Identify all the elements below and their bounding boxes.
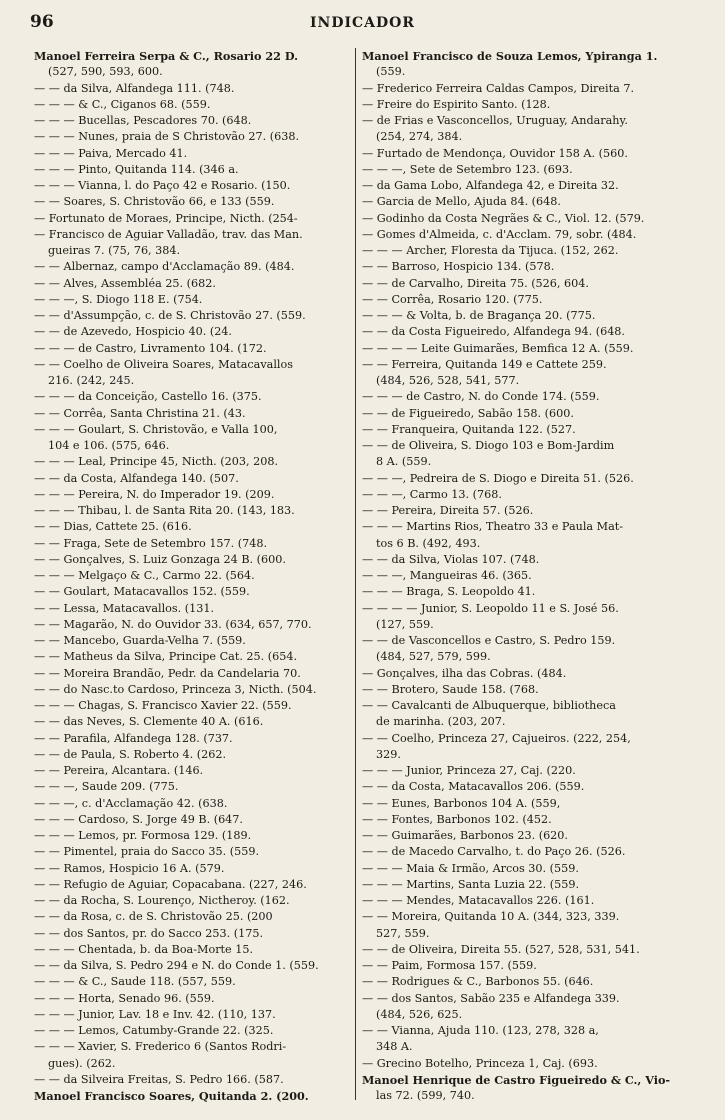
directory-line: — — do Nasc.to Cardoso, Princeza 3, Nicth. (504. — [34, 682, 317, 696]
directory-line: — — Paim, Formosa 157. (559. — [362, 959, 537, 972]
directory-line: — — Coelho, Princeza 27, Cajueiros. (222, 254, — [362, 731, 631, 745]
directory-line: — — — & C., Saude 118. (557, 559. — [34, 975, 236, 989]
directory-line: — — Guimarães, Barbonos 23. (620. — [362, 829, 568, 842]
directory-line: — — — — Leite Guimarães, Bemfica 12 A. (559. — [362, 341, 634, 355]
directory-line: — da Gama Lobo, Alfandega 42, e Direita 32. — [362, 179, 619, 192]
directory-line: — — Matheus da Silva, Principe Cat. 25. (654. — [34, 650, 298, 664]
left-column — [34, 48, 356, 1108]
directory-line: — — de Figueiredo, Sabão 158. (600. — [362, 406, 574, 420]
directory-line: 104 e 106. (575, 646. — [48, 439, 170, 452]
directory-line: — — dos Santos, pr. do Sacco 253. (175. — [34, 926, 264, 940]
directory-line: — — Vianna, Ajuda 110. (123, 278, 328 a, — [362, 1024, 599, 1037]
directory-line: — Furtado de Mendonça, Ouvidor 158 A. (560. — [362, 146, 628, 160]
directory-line: — — da Rosa, c. de S. Christovão 25. (200 — [34, 910, 273, 924]
directory-line: (527, 590, 593, 600. — [48, 65, 163, 79]
directory-line: — — da Costa Figueiredo, Alfandega 94. (648. — [362, 325, 625, 339]
directory-line: — — da Silva, Alfandega 111. (748. — [34, 81, 235, 95]
directory-line: — — — Xavier, S. Frederico 6 (Santos Rodri- — [34, 1040, 287, 1054]
directory-line: — — —, Sete de Setembro 123. (693. — [362, 162, 573, 176]
directory-line: — — — Junior, Princeza 27, Caj. (220. — [362, 764, 576, 777]
directory-line: — — Corrêa, Rosario 120. (775. — [362, 292, 543, 306]
directory-line: las 72. (599, 740. — [376, 1089, 475, 1102]
directory-line: (484, 526, 528, 541, 577. — [376, 374, 520, 387]
directory-line: — — — Cardoso, S. Jorge 49 B. (647. — [34, 812, 243, 826]
directory-line: — — — Lemos, pr. Formosa 129. (189. — [34, 829, 252, 842]
directory-line: — — de Macedo Carvalho, t. do Paço 26. (526. — [362, 845, 626, 859]
directory-line: tos 6 B. (492, 493. — [376, 536, 481, 550]
directory-line: — — Lessa, Matacavallos. (131. — [34, 601, 215, 615]
directory-line: — — Ramos, Hospicio 16 A. (579. — [34, 861, 225, 875]
directory-line: Manoel Francisco Soares, Quitanda 2. (200. — [34, 1089, 309, 1103]
directory-line: — — Refugio de Aguiar, Copacabana. (227, 246. — [34, 877, 307, 891]
directory-line: — — — Lemos, Catumby-Grande 22. (325. — [34, 1024, 274, 1037]
directory-line: — — de Oliveira, S. Diogo 103 e Bom-Jardim — [362, 439, 615, 452]
directory-line: — — Pimentel, praia do Sacco 35. (559. — [34, 845, 260, 859]
directory-line: (484, 526, 625. — [376, 1007, 463, 1021]
directory-line: — — Dias, Cattete 25. (616. — [34, 520, 192, 534]
directory-line: — — Pereira, Direita 57. (526. — [362, 504, 534, 517]
directory-line: gues). (262. — [48, 1056, 116, 1070]
directory-line: — Gonçalves, ilha das Cobras. (484. — [362, 666, 567, 680]
directory-line: — — — Horta, Senado 96. (559. — [34, 991, 215, 1005]
directory-line: — — Goulart, Matacavallos 152. (559. — [34, 585, 250, 599]
directory-line: — — — Martins Rios, Theatro 33 e Paula Mat- — [362, 520, 624, 534]
directory-line: gueiras 7. (75, 76, 384. — [48, 244, 181, 257]
directory-line: de marinha. (203, 207. — [376, 715, 506, 729]
directory-line: — — — de Castro, Livramento 104. (172. — [34, 341, 267, 355]
directory-line: — — — Thibau, l. de Santa Rita 20. (143, 183. — [34, 504, 295, 517]
directory-line: — — Eunes, Barbonos 104 A. (559, — [362, 796, 561, 810]
directory-line: — — — Pereira, N. do Imperador 19. (209. — [34, 487, 275, 501]
directory-line: — — Ferreira, Quitanda 149 e Cattete 259. — [362, 357, 607, 371]
directory-line: — de Frias e Vasconcellos, Uruguay, Andarahy. — [362, 114, 628, 127]
directory-line: — — Corrêa, Santa Christina 21. (43. — [34, 406, 246, 420]
column-divider — [355, 48, 356, 1100]
directory-line: — — da Silva, S. Pedro 294 e N. do Conde 1. (559. — [34, 959, 319, 972]
directory-line: (484, 527, 579, 599. — [376, 650, 491, 664]
directory-line: 216. (242, 245. — [48, 374, 135, 387]
directory-line: — — —, Pedreira de S. Diogo e Direita 51. (526. — [362, 471, 634, 485]
directory-line: — — d'Assumpção, c. de S. Christovão 27. (559. — [34, 309, 306, 322]
directory-line: — — — Martins, Santa Luzia 22. (559. — [362, 877, 580, 891]
directory-line: — — da Costa, Alfandega 140. (507. — [34, 471, 239, 485]
directory-line: — Freire do Espirito Santo. (128. — [362, 97, 551, 111]
directory-line: — — Barroso, Hospicio 134. (578. — [362, 260, 555, 274]
right-column — [362, 48, 684, 1108]
directory-line: — — — & Volta, b. de Bragança 20. (775. — [362, 309, 596, 322]
directory-line: — — da Costa, Matacavallos 206. (559. — [362, 780, 585, 794]
directory-line: — — — Maia & Irmão, Arcos 30. (559. — [362, 861, 579, 875]
directory-line: — — —, S. Diogo 118 E. (754. — [34, 292, 203, 306]
directory-line: 527, 559. — [376, 926, 430, 940]
directory-line: — Frederico Ferreira Caldas Campos, Direita 7. — [362, 81, 634, 95]
page-header — [0, 0, 725, 42]
directory-line: — — — Pinto, Quitanda 114. (346 a. — [34, 162, 239, 176]
directory-line: — — — Chentada, b. da Boa-Morte 15. — [34, 942, 254, 956]
directory-line: 8 A. (559. — [376, 455, 432, 469]
directory-line: — — Soares, S. Christovão 66, e 133 (559. — [34, 195, 275, 209]
directory-line: — — — da Conceição, Castello 16. (375. — [34, 390, 262, 404]
directory-line: — — — Archer, Floresta da Tijuca. (152, 262. — [362, 244, 619, 257]
directory-line: — Fortunato de Moraes, Principe, Nicth. (254- — [34, 211, 298, 225]
directory-line: Manoel Ferreira Serpa & C., Rosario 22 D. — [34, 49, 299, 63]
directory-line: — — — Mendes, Matacavallos 226. (161. — [362, 894, 595, 907]
running-head: INDICADOR — [309, 15, 415, 31]
directory-line: — — Gonçalves, S. Luiz Gonzaga 24 B. (600. — [34, 552, 286, 566]
directory-line: — — — Paiva, Mercado 41. — [34, 146, 188, 160]
directory-line: Manoel Francisco de Souza Lemos, Ypiranga 1. — [362, 49, 658, 63]
directory-line: — — Albernaz, campo d'Acclamação 89. (484. — [34, 260, 295, 274]
directory-line: — — da Rocha, S. Lourenço, Nictheroy. (162. — [34, 894, 290, 907]
directory-line: — — Coelho de Oliveira Soares, Matacavallos — [34, 357, 293, 371]
directory-line: — — — Leal, Principe 45, Nicth. (203, 208. — [34, 455, 279, 469]
directory-line: — — — Braga, S. Leopoldo 41. — [362, 585, 536, 599]
directory-line: — — —, Carmo 13. (768. — [362, 487, 502, 501]
directory-line: — Gomes d'Almeida, c. d'Acclam. 79, sobr. (484. — [362, 227, 637, 241]
directory-line: — — — Melgaço & C., Carmo 22. (564. — [34, 569, 255, 582]
directory-line: (559. — [376, 65, 406, 79]
directory-line: — — —, c. d'Acclamação 42. (638. — [34, 796, 228, 810]
directory-line: — — Franqueira, Quitanda 122. (527. — [362, 422, 576, 436]
directory-line: — — — de Castro, N. do Conde 174. (559. — [362, 390, 600, 404]
directory-line: — — Pereira, Alcantara. (146. — [34, 764, 204, 777]
directory-line: — — Cavalcanti de Albuquerque, bibliotheca — [362, 699, 616, 712]
directory-line: — — — Junior, Lav. 18 e Inv. 42. (110, 137. — [34, 1007, 276, 1021]
directory-line: — Godinho da Costa Negrães & C., Viol. 12. (579. — [362, 211, 645, 225]
directory-line: — — Moreira Brandão, Pedr. da Candelaria 70. — [34, 666, 301, 680]
directory-line: (254, 274, 384. — [376, 130, 463, 144]
directory-line: — Garcia de Mello, Ajuda 84. (648. — [362, 195, 561, 209]
directory-line: — — — Bucellas, Pescadores 70. (648. — [34, 114, 252, 127]
directory-line: — Francisco de Aguiar Valladão, trav. das Man. — [34, 227, 303, 241]
directory-line: — — de Paula, S. Roberto 4. (262. — [34, 747, 227, 761]
directory-line: — — Fraga, Sete de Setembro 157. (748. — [34, 536, 268, 550]
directory-line: — — de Azevedo, Hospicio 40. (24. — [34, 325, 232, 339]
directory-line: — — — & C., Ciganos 68. (559. — [34, 97, 211, 111]
directory-line: — — da Silveira Freitas, S. Pedro 166. (587. — [34, 1072, 284, 1086]
directory-line: — — — Nunes, praia de S Christovão 27. (638. — [34, 130, 300, 144]
directory-line: — — das Neves, S. Clemente 40 A. (616. — [34, 715, 264, 729]
directory-line: — — Rodrigues & C., Barbonos 55. (646. — [362, 975, 594, 989]
directory-line: — — de Oliveira, Direita 55. (527, 528, 531, 541. — [362, 942, 640, 956]
directory-line: — — Moreira, Quitanda 10 A. (344, 323, 339. — [362, 910, 620, 924]
directory-line: — — —, Mangueiras 46. (365. — [362, 569, 532, 582]
directory-line: — — Brotero, Saude 158. (768. — [362, 682, 539, 696]
directory-line: — — — Goulart, S. Christovão, e Valla 100, — [34, 422, 278, 436]
directory-line: — Grecino Botelho, Princeza 1, Caj. (693. — [362, 1056, 598, 1070]
directory-line: — — — Vianna, l. do Paço 42 e Rosario. (150. — [34, 179, 291, 192]
directory-line: — — Fontes, Barbonos 102. (452. — [362, 812, 552, 826]
directory-line: — — da Silva, Violas 107. (748. — [362, 552, 540, 566]
directory-line: 348 A. — [376, 1040, 413, 1054]
directory-line: — — de Vasconcellos e Castro, S. Pedro 159. — [362, 634, 616, 647]
directory-line: — — dos Santos, Sabão 235 e Alfandega 339. — [362, 991, 620, 1005]
directory-line: — — Alves, Assembléa 25. (682. — [34, 276, 216, 290]
directory-line: — — —, Saude 209. (775. — [34, 780, 179, 794]
directory-line: — — — — Junior, S. Leopoldo 11 e S. José 56. — [362, 601, 619, 615]
directory-line: — — Magarão, N. do Ouvidor 33. (634, 657, 770. — [34, 617, 312, 631]
directory-line: — — — Chagas, S. Francisco Xavier 22. (559. — [34, 699, 292, 712]
directory-line: (127, 559. — [376, 617, 434, 631]
page-number: 96 — [30, 12, 54, 32]
directory-line: — — Mancebo, Guarda-Velha 7. (559. — [34, 634, 246, 647]
directory-line: — — Parafila, Alfandega 128. (737. — [34, 731, 233, 745]
directory-line: 329. — [376, 747, 401, 761]
directory-line: Manoel Henrique de Castro Figueiredo & C., Vio- — [362, 1072, 671, 1087]
directory-line: — — de Carvalho, Direita 75. (526, 604. — [362, 276, 589, 290]
